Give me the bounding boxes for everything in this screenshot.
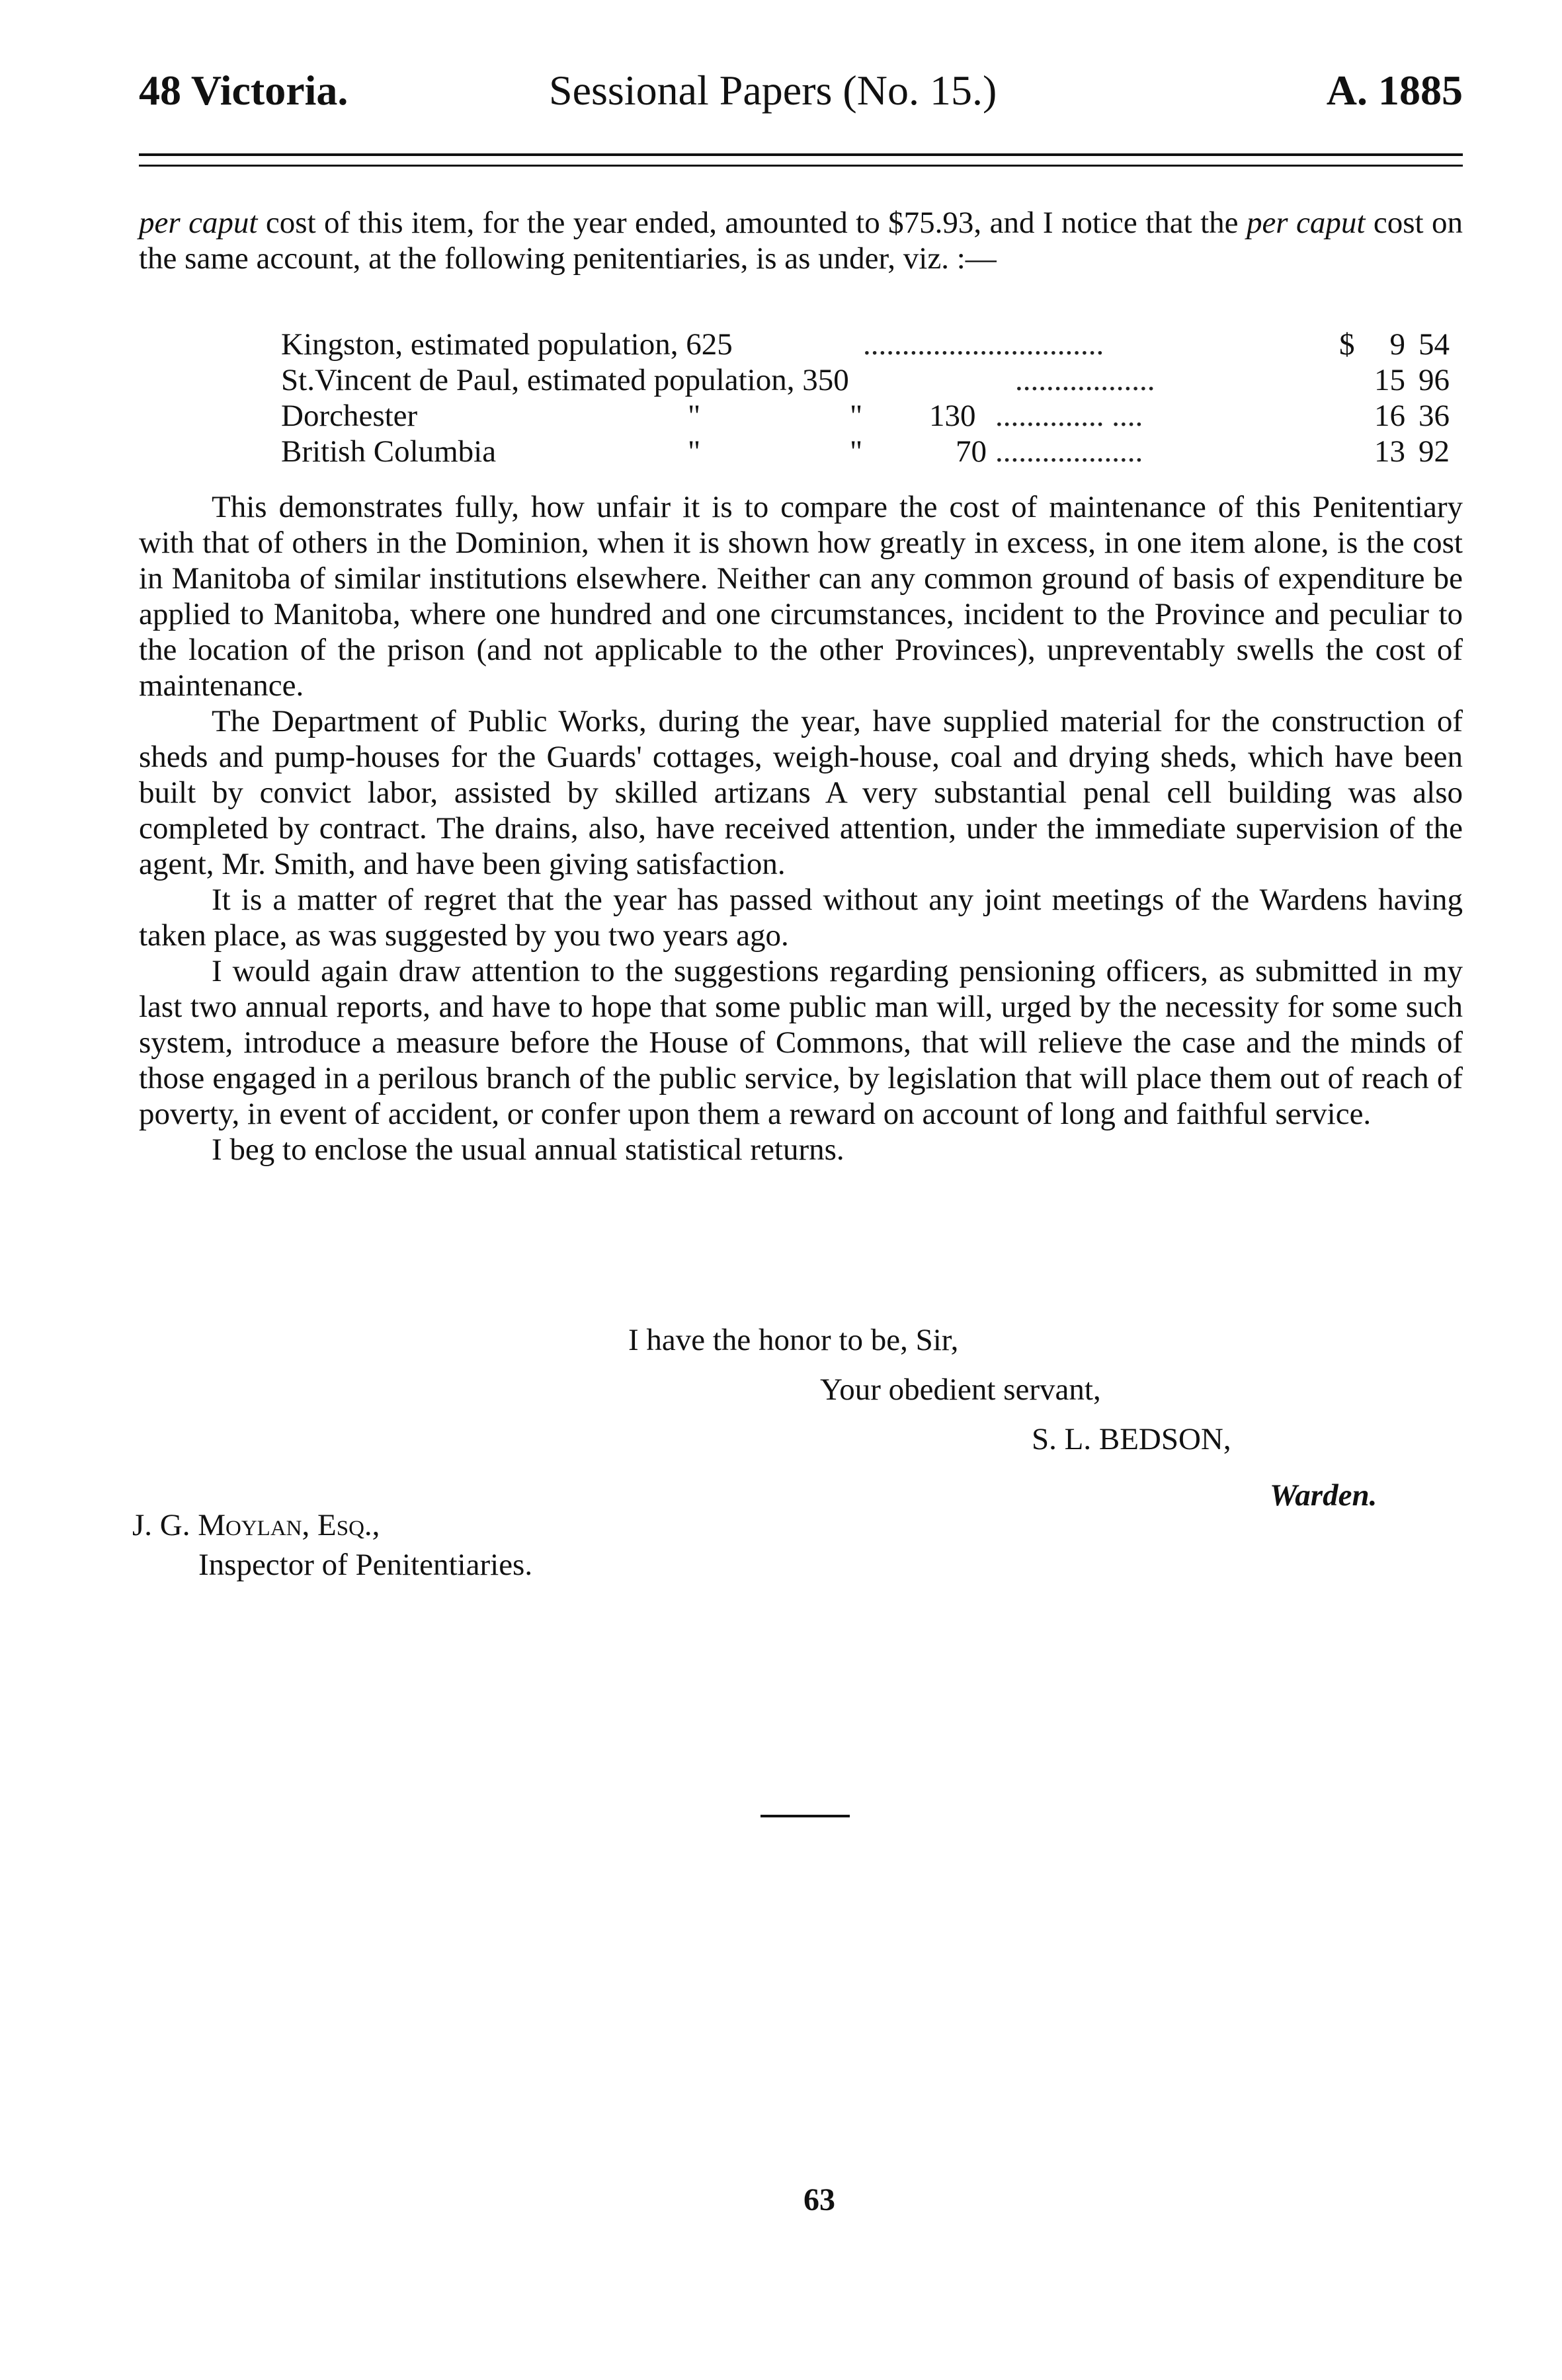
intro-italic-2: per caput [1246,206,1366,240]
row-population: 70 [956,434,987,469]
intro-text-1: cost of this item, for the year ended, amounted to $75.93, and I notice that the [257,206,1247,240]
paragraph-enclose-returns: I beg to enclose the usual annual statistical returns. [212,1132,844,1167]
cost-table [281,327,1450,469]
paragraph-maintenance: This demonstrates fully, how unfair it is to compare the cost of maintenance of this Penitentiary with that of others in the Dominion, when it is shown how greatly in excess, in one item alone, is the cost in Manitoba of similar institutions elsewhere. Neither can any common ground of basis of expenditure be applied to Manitoba, where one hundred and one circumstances, incident to the Province and peculiar to the location of the prison (and not applicable to the other Provinces), unpreventably swells the cost of maintenance. [139,490,1463,703]
row-cents: 36 [1418,399,1450,433]
paragraph-wardens-meetings: It is a matter of regret that the year has passed without any joint meetings of the Wardens having taken place, as was suggested by you two years ago. [139,883,1463,953]
ditto-mark: " [850,399,863,433]
table-row [281,362,1450,398]
closing-servant: Your obedient servant, [820,1372,1101,1407]
closing-honor: I have the honor to be, Sir, [628,1323,959,1357]
table-row [281,327,1450,362]
header-rule-bottom [139,165,1463,167]
body-paragraphs [139,489,1463,1168]
header-sessional-papers: Sessional Papers (No. 15.) [549,67,997,114]
row-leader: ................... [995,434,1143,469]
row-dollars: 13 [1374,434,1405,469]
addressee-name: J. G. Moylan, Esq., [132,1508,380,1542]
section-divider [760,1815,850,1817]
row-leader: .............. .... [995,399,1143,433]
ditto-mark: " [688,434,701,469]
row-name: Kingston, estimated population, 625 [281,327,733,362]
row-name: St.Vincent de Paul, estimated population, 350 [281,363,849,397]
header-rule-top [139,153,1463,156]
row-population: 130 [929,399,976,433]
table-row [281,434,1450,469]
row-leader: .................. [1015,363,1155,397]
row-dollar-sign: $ [1339,327,1355,362]
addressee-role: Inspector of Penitentiaries. [198,1548,533,1582]
signature-title: Warden. [1270,1478,1377,1513]
header-year: A. 1885 [1326,67,1463,114]
row-name: Dorchester [281,399,418,433]
row-leader: ............................... [863,327,1104,362]
row-dollars: 15 [1374,363,1405,397]
row-name: British Columbia [281,434,497,469]
table-row [281,398,1450,434]
row-dollars: 9 [1389,327,1405,362]
row-cents: 96 [1418,363,1450,397]
ditto-mark: " [688,399,701,433]
intro-text-2: cost on the same account, at the following penitentiaries, is as under, viz. :— [139,206,1463,276]
intro-paragraph [139,205,1463,276]
row-dollars: 16 [1374,399,1405,433]
row-cents: 92 [1418,434,1450,469]
intro-italic-1: per caput [139,206,258,240]
row-cents: 54 [1418,327,1450,362]
paragraph-public-works: The Department of Public Works, during the year, have supplied material for the construction of sheds and pump-houses for the Guards' cottages, weigh-house, coal and drying sheds, which have been built by convict labor, assisted by skilled artizans A very substantial penal cell building was also completed by contract. The drains, also, have received attention, under the immediate supervision of the agent, Mr. Smith, and have been giving satisfaction. [139,704,1463,881]
ditto-mark: " [850,434,863,469]
paragraph-pensioning: I would again draw attention to the suggestions regarding pensioning officers, as submitted in my last two annual reports, and have to hope that some public man will, urged by the necessity for some such system, introduce a measure before the House of Commons, that will relieve the case and the minds of those engaged in a perilous branch of the public service, by legislation that will place them out of reach of poverty, in event of accident, or confer upon them a reward on account of long and faithful service. [139,954,1463,1131]
page-header [139,66,1463,126]
header-session: 48 Victoria. [139,67,349,114]
page-number: 63 [803,2182,835,2217]
signature-name: S. L. BEDSON, [1032,1422,1231,1456]
